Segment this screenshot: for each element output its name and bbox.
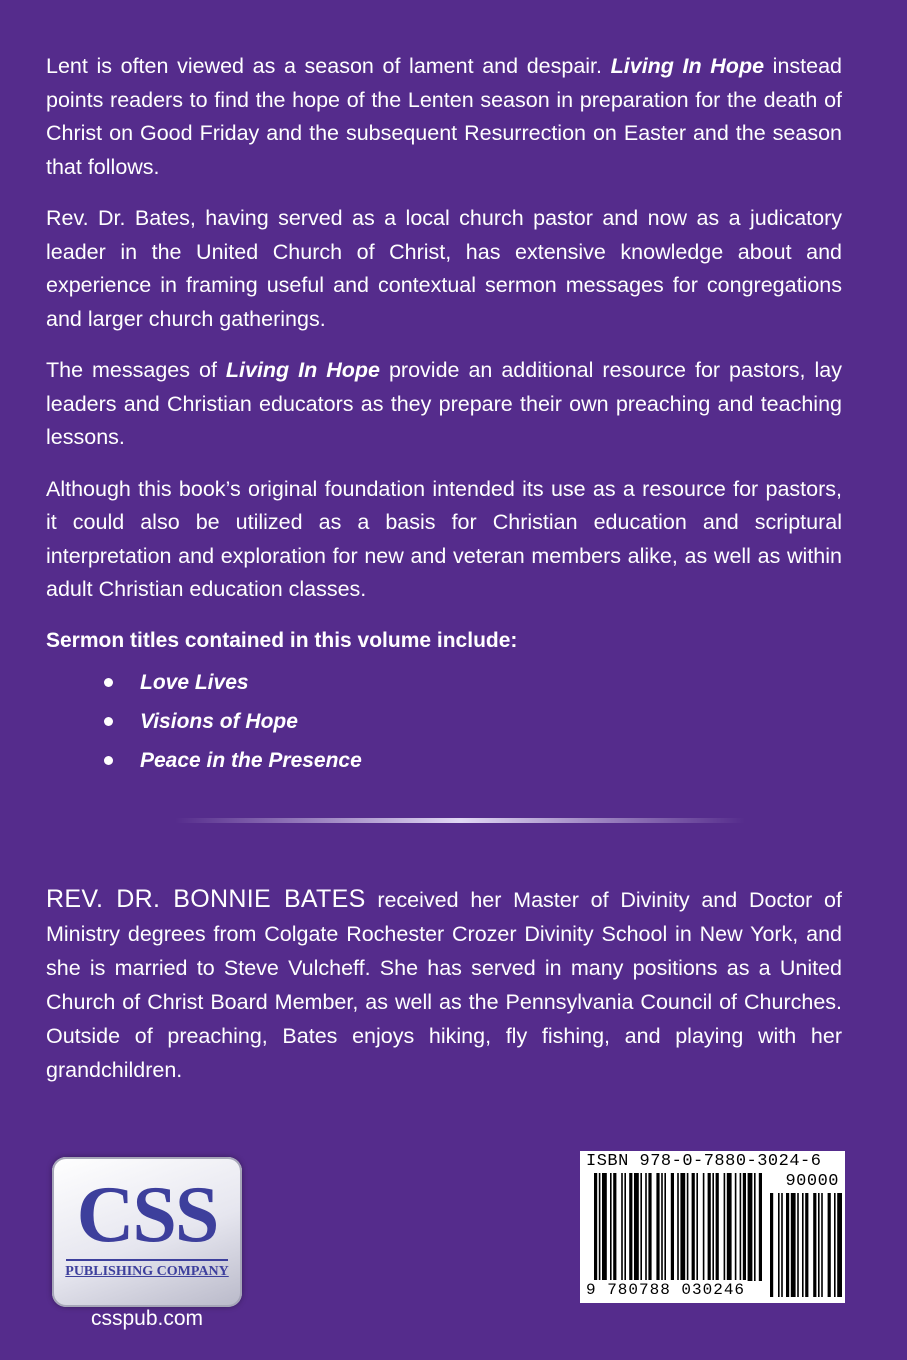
sermon-list (46, 663, 842, 780)
price-code: 90000 (785, 1172, 839, 1191)
isbn-number: ISBN 978-0-7880-3024-6 (586, 1152, 822, 1171)
addon-bar (805, 1193, 808, 1297)
logo-rule (66, 1259, 228, 1261)
barcode-bar (712, 1173, 714, 1281)
barcode-bar (677, 1173, 679, 1281)
barcode-bar (727, 1173, 732, 1281)
barcode-bar (740, 1173, 742, 1281)
blurb-text: provide an additional resource for pastors, lay leaders and Christian educators as they prepare their own preaching and teaching lessons. (46, 358, 842, 449)
barcode-bar (621, 1173, 623, 1281)
blurb (46, 50, 842, 780)
divider (175, 818, 745, 823)
list-item (102, 741, 842, 780)
sermon-title: Love Lives (140, 670, 249, 694)
barcode-bar (692, 1173, 695, 1281)
blurb-paragraph-1 (46, 50, 842, 184)
barcode-bar (634, 1173, 639, 1281)
addon-bar (797, 1193, 799, 1297)
barcode-bar (680, 1173, 685, 1281)
barcode-digits: 9 780788 030246 (586, 1281, 746, 1299)
book-title-inline: Living In Hope (610, 54, 765, 78)
publisher-logo (52, 1157, 242, 1307)
addon-bar (791, 1193, 796, 1297)
addon-bar (834, 1193, 836, 1297)
barcode-bar (656, 1173, 659, 1281)
bullet-icon (104, 756, 113, 765)
sermon-title: Peace in the Presence (140, 748, 362, 772)
barcode-bar (748, 1173, 753, 1281)
bullet-icon (104, 678, 113, 687)
barcode-bar (716, 1173, 719, 1281)
addon-bar (828, 1193, 831, 1297)
book-title-inline: Living In Hope (225, 358, 380, 382)
publisher-logo-name: PUBLISHING COMPANY (65, 1264, 229, 1279)
barcode-bar (703, 1173, 705, 1281)
barcode-bar (640, 1173, 642, 1281)
barcode-bar (664, 1173, 666, 1281)
barcode-bar (735, 1173, 737, 1281)
publisher-website[interactable]: csspub.com (90, 1307, 204, 1330)
barcode-bar (687, 1173, 689, 1281)
barcode-bar (613, 1173, 616, 1281)
isbn-barcode (580, 1151, 845, 1303)
barcode-bar (624, 1173, 626, 1281)
sermon-list-heading: Sermon titles contained in this volume include: (46, 628, 518, 652)
addon-bar (837, 1193, 842, 1297)
blurb-paragraph-3 (46, 354, 842, 455)
addon-bar (786, 1193, 789, 1297)
barcode-bar (645, 1173, 647, 1281)
author-bio (46, 882, 842, 1087)
barcode-bar (661, 1173, 663, 1281)
barcode-bar (743, 1173, 746, 1281)
list-item (102, 702, 842, 741)
barcode-bar (759, 1173, 762, 1281)
addon-bar (781, 1193, 783, 1297)
addon-bar (821, 1193, 823, 1297)
list-item (102, 663, 842, 702)
addon-bar (802, 1193, 804, 1297)
blurb-text: Lent is often viewed as a season of lament and despair. (46, 54, 611, 78)
author-bio-text: received her Master of Divinity and Doctor of Ministry degrees from Colgate Rochester Crozer Divinity School in New York, and she is married to Steve Vulcheff. She has served in many positions as a United Church of Christ Board Member, as well as the Pennsylvania Council of Churches. Outside of preaching, Bates enjoys hiking, fly fishing, and playing with her grandchildren. (46, 888, 842, 1082)
barcode-bar (671, 1173, 674, 1281)
addon-bar (813, 1193, 816, 1297)
barcode-bar (629, 1173, 632, 1281)
author-name: REV. DR. BONNIE BATES (46, 885, 366, 913)
blurb-text: The messages of (46, 358, 226, 382)
publisher-logo-letters: CSS (76, 1171, 218, 1259)
barcode-bar (594, 1173, 597, 1281)
barcode-bar (708, 1173, 711, 1281)
barcode-bar (648, 1173, 651, 1281)
barcode-bar (754, 1173, 756, 1281)
addon-bar (778, 1193, 780, 1297)
addon-bar (818, 1193, 820, 1297)
blurb-paragraph-2: Rev. Dr. Bates, having served as a local church pastor and now as a judicatory leader in the United Church of Christ, has extensive knowledge about and experience in framing useful and contextual sermon messages for congregations and larger church gatherings. (46, 206, 842, 331)
addon-bar (770, 1193, 773, 1297)
blurb-paragraph-4: Although this book’s original foundation intended its use as a resource for pastors, it could also be utilized as a basis for Christian education and scriptural interpretation and exploration for new and veteran members alike, as well as within adult Christian education classes. (46, 476, 842, 601)
sermon-title: Visions of Hope (140, 709, 298, 733)
barcode-bar (696, 1173, 698, 1281)
barcode-bar (602, 1173, 607, 1281)
barcode-bar (724, 1173, 726, 1281)
bullet-icon (104, 717, 113, 726)
barcode-bar (610, 1173, 612, 1281)
barcode-bar (599, 1173, 601, 1281)
blurb-text: instead points readers to find the hope of the Lenten season in preparation for the death of Christ on Good Friday and the subsequent Resurrection on Easter and the season that follows. (46, 54, 843, 179)
